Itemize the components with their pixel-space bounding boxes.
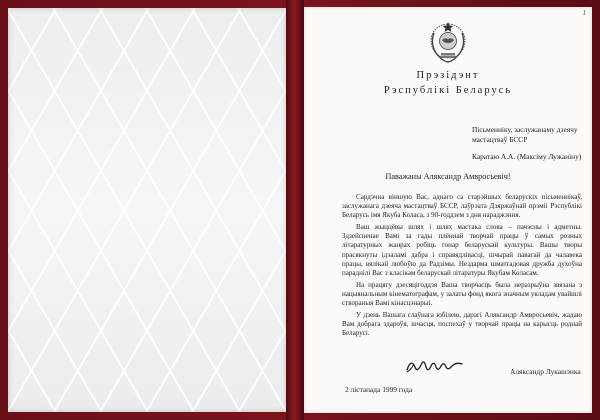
salutation: Паважаны Аляксандр Амвросьевіч! xyxy=(385,172,511,181)
republic-title: Рэспублікі Беларусь xyxy=(383,85,513,96)
page-number: 1 xyxy=(582,9,586,17)
handwritten-signature xyxy=(404,355,470,375)
addressee-name: Каратаю А.А. (Максіму Лужаніну) xyxy=(472,152,582,162)
president-title: Прэзідэнт xyxy=(416,70,480,81)
body-paragraph: На працягу дзесяцігоддзя Ваша творчасць была неразрыўна звязана з нацыянальным кінематографам, у залаты фонд якога значным укладам увайшлі створаныя Вамі кінасцэнарыі. xyxy=(342,280,582,308)
body-paragraph: У дзень Вашага слаўнага юбілею, дарагі Аляксандр Амвросьевіч, жадаю Вам добрага здароўя, шчасця, поспехаў у творчай працы на карысць роднай Беларусі. xyxy=(342,311,582,338)
addressee-line: Пісьменніку, заслужанаму дзеячу xyxy=(472,125,578,134)
letter-page xyxy=(304,7,592,413)
letter-body xyxy=(342,193,582,341)
body-paragraph: Ваш жыццёвы шлях і шлях мастака слова – пачэсны і адметны. Здзейсненае Вамі за гады плённай творчай працы ў самых розных літаратурных жанрах робіць гонар беларускай культуры. Вашы творы прасякнуты ідэаламі дабра і справядлівасці, шчырай павагай да чалавека працы, вялікай любоўю да Радзімы. Нездарма шматгадовая дружба духоўна параднілі Вас з класікам беларускай літаратуры Якубам Коласам. xyxy=(342,223,582,277)
signer-name: Аляксандр Лукашэнка xyxy=(510,367,581,376)
body-paragraph: Сардэчна віншую Вас, аднаго са старэйшых беларускіх пісьменнікаў, заслужанага дзеяча мастацтваў БССР, лаўрэата Дзяржаўнай прэміі Рэспублікі Беларусь імя Якуба Коласа, з 90-годдзем з дня нараджэння. xyxy=(342,193,582,220)
left-folder-panel xyxy=(8,8,286,412)
letter-date: 2 лістапада 1999 года xyxy=(345,385,413,394)
addressee-block xyxy=(472,125,590,162)
addressee-line: мастацтваў БССР xyxy=(472,134,528,144)
belarus-state-emblem-icon xyxy=(428,19,468,63)
folder-spine xyxy=(286,0,304,420)
